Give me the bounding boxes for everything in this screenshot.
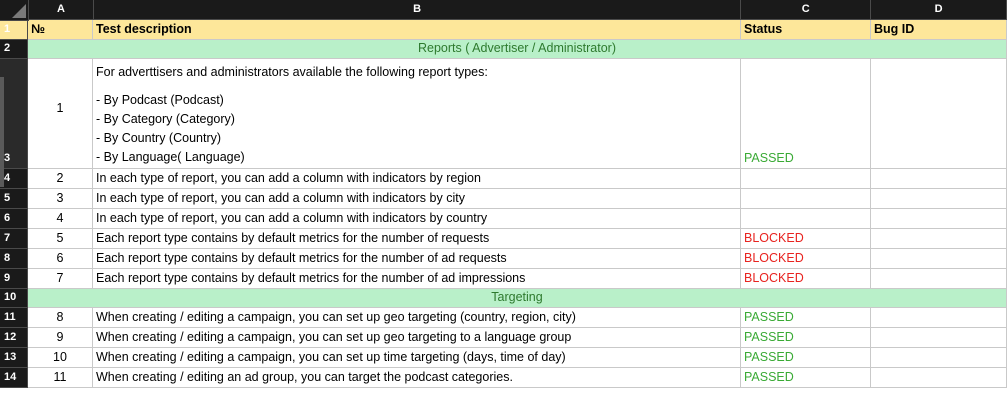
test-number-cell[interactable]: 1 [28, 59, 93, 169]
table-row [0, 189, 1007, 209]
status-cell[interactable]: PASSED [741, 308, 871, 328]
bug-id-cell[interactable] [871, 59, 1007, 169]
test-description-cell[interactable]: In each type of report, you can add a column with indicators by country [93, 209, 741, 229]
bug-id-cell[interactable] [871, 308, 1007, 328]
bug-id-cell[interactable] [871, 189, 1007, 209]
test-description-cell[interactable]: In each type of report, you can add a column with indicators by region [93, 169, 741, 189]
table-row [0, 229, 1007, 249]
status-cell[interactable]: PASSED [741, 368, 871, 388]
row-header[interactable]: 14 [0, 368, 28, 388]
test-description-cell[interactable]: When creating / editing a campaign, you can set up time targeting (days, time of day) [93, 348, 741, 368]
description-line: - By Language( Language) [96, 150, 245, 164]
header-number-cell[interactable]: № [28, 20, 93, 40]
section-row-targeting [0, 289, 1007, 308]
test-number-cell[interactable]: 10 [28, 348, 93, 368]
test-description-cell[interactable]: In each type of report, you can add a column with indicators by city [93, 189, 741, 209]
table-header-row [0, 20, 1007, 40]
status-cell[interactable] [741, 189, 871, 209]
test-number-cell[interactable]: 6 [28, 249, 93, 269]
bug-id-cell[interactable] [871, 348, 1007, 368]
description-line: - By Podcast (Podcast) [96, 93, 224, 107]
test-description-cell[interactable]: When creating / editing an ad group, you can target the podcast categories. [93, 368, 741, 388]
bug-id-cell[interactable] [871, 169, 1007, 189]
test-number-cell[interactable]: 4 [28, 209, 93, 229]
bug-id-cell[interactable] [871, 328, 1007, 348]
bug-id-cell[interactable] [871, 368, 1007, 388]
test-number-cell[interactable]: 7 [28, 269, 93, 289]
test-number-cell[interactable]: 8 [28, 308, 93, 328]
header-description-cell[interactable]: Test description [93, 20, 741, 40]
test-number-cell[interactable]: 2 [28, 169, 93, 189]
test-description-cell[interactable]: Each report type contains by default metrics for the number of requests [93, 229, 741, 249]
status-cell[interactable]: BLOCKED [741, 249, 871, 269]
status-cell[interactable]: PASSED [741, 328, 871, 348]
test-description-cell[interactable] [93, 59, 741, 169]
row-header[interactable]: 3 [0, 59, 28, 169]
table-row [0, 59, 1007, 169]
status-cell[interactable]: BLOCKED [741, 229, 871, 249]
table-row [0, 328, 1007, 348]
column-header-d[interactable]: D [871, 0, 1007, 20]
table-row [0, 209, 1007, 229]
test-number-cell[interactable]: 9 [28, 328, 93, 348]
report-rows [0, 169, 1007, 289]
section-row-reports [0, 40, 1007, 59]
test-number-cell[interactable]: 11 [28, 368, 93, 388]
test-description-cell[interactable]: Each report type contains by default metrics for the number of ad requests [93, 249, 741, 269]
row-selection-indicator [0, 77, 4, 187]
column-header-row [0, 0, 1007, 20]
status-cell[interactable]: PASSED [741, 348, 871, 368]
test-number-cell[interactable]: 5 [28, 229, 93, 249]
table-row [0, 368, 1007, 388]
row-header[interactable]: 11 [0, 308, 28, 328]
status-cell[interactable]: PASSED [741, 59, 871, 169]
table-row [0, 169, 1007, 189]
test-description-cell[interactable]: When creating / editing a campaign, you can set up geo targeting to a language group [93, 328, 741, 348]
test-number-cell[interactable]: 3 [28, 189, 93, 209]
row-header[interactable]: 2 [0, 40, 28, 59]
bug-id-cell[interactable] [871, 229, 1007, 249]
table-row [0, 269, 1007, 289]
status-cell[interactable] [741, 209, 871, 229]
row-header[interactable]: 8 [0, 249, 28, 269]
test-description-cell[interactable]: When creating / editing a campaign, you can set up geo targeting (country, region, city) [93, 308, 741, 328]
header-bug-id-cell[interactable]: Bug ID [871, 20, 1007, 40]
table-row [0, 308, 1007, 328]
bug-id-cell[interactable] [871, 249, 1007, 269]
row-header[interactable]: 4 [0, 169, 28, 189]
column-header-b[interactable]: B [94, 0, 741, 20]
description-line: - By Country (Country) [96, 131, 222, 145]
section-title-reports[interactable]: Reports ( Advertiser / Administrator) [28, 40, 1007, 59]
row-header[interactable]: 6 [0, 209, 28, 229]
table-row [0, 348, 1007, 368]
row-header[interactable]: 1 [0, 20, 28, 40]
bug-id-cell[interactable] [871, 269, 1007, 289]
select-all-triangle-icon [12, 4, 26, 18]
description-line: - By Category (Category) [96, 112, 235, 126]
section-title-targeting[interactable]: Targeting [28, 289, 1007, 308]
status-cell[interactable] [741, 169, 871, 189]
row-header[interactable]: 7 [0, 229, 28, 249]
row-header[interactable]: 9 [0, 269, 28, 289]
row-header[interactable]: 10 [0, 289, 28, 308]
status-cell[interactable]: BLOCKED [741, 269, 871, 289]
row-header[interactable]: 13 [0, 348, 28, 368]
row-header[interactable]: 12 [0, 328, 28, 348]
select-all-corner[interactable] [0, 0, 29, 21]
table-row [0, 249, 1007, 269]
column-header-a[interactable]: A [29, 0, 94, 20]
header-status-cell[interactable]: Status [741, 20, 871, 40]
row-header[interactable]: 5 [0, 189, 28, 209]
column-header-c[interactable]: C [741, 0, 871, 20]
test-description-cell[interactable]: Each report type contains by default metrics for the number of ad impressions [93, 269, 741, 289]
bug-id-cell[interactable] [871, 209, 1007, 229]
description-line: For adverttisers and administrators available the following report types: [96, 65, 488, 79]
